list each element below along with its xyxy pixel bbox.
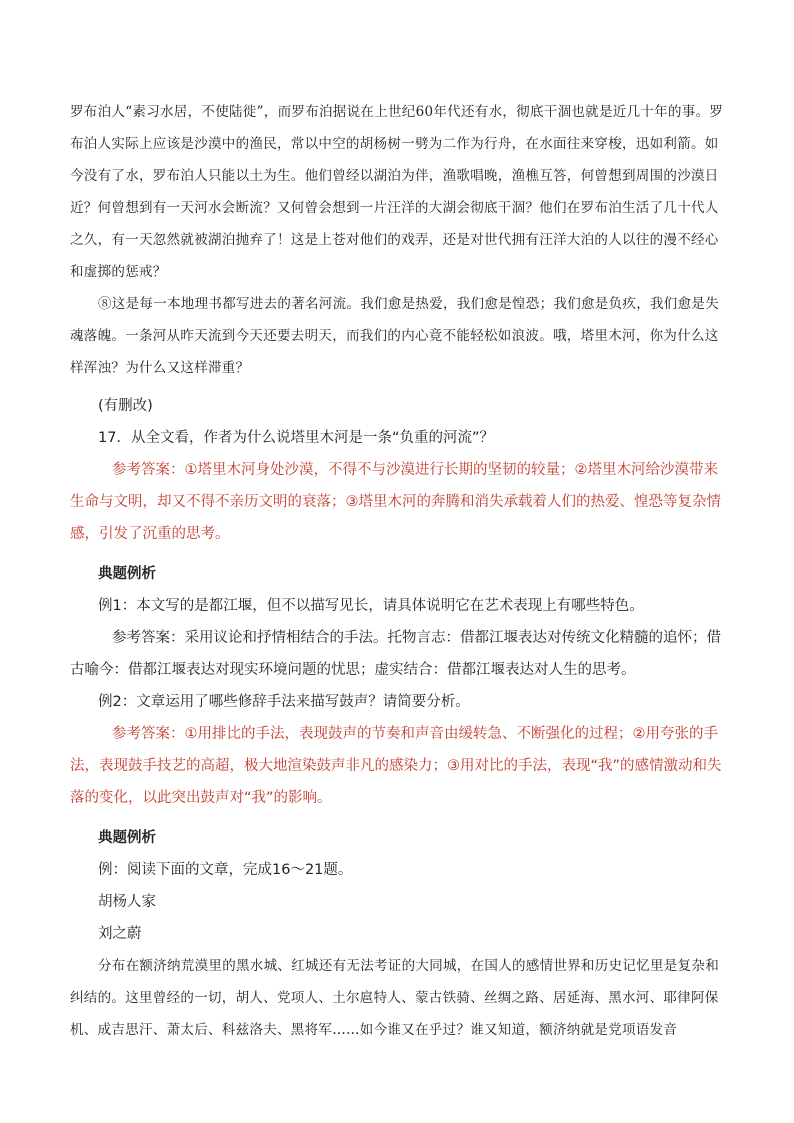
answer-label: 参考答案： bbox=[112, 726, 185, 742]
example-2-question: 例2：文章运用了哪些修辞手法来描写鼓声？请简要分析。 bbox=[98, 694, 470, 710]
answer-label: 参考答案： bbox=[112, 462, 185, 478]
section-heading: 典题例析 bbox=[98, 830, 156, 846]
article-author: 刘之蔚 bbox=[98, 926, 142, 942]
section-heading: 典题例析 bbox=[98, 566, 156, 582]
example-2-answer bbox=[70, 718, 730, 814]
article-paragraph: 分布在额济纳荒漠里的黑水城、红城还有无法考证的大同城，在国人的感情世界和历史记忆里是复杂和纠结的。这里曾经的一切，胡人、党项人、土尔扈特人、蒙古铁骑、丝绸之路、居延海、黑水河、耶律阿保机、成吉思汗、萧太后、科兹洛夫、黑将军……如今谁又在乎过？谁又知道，额济纳就是党项语发音 bbox=[70, 958, 719, 1038]
document-page bbox=[70, 96, 730, 1046]
question-17: 17．从全文看，作者为什么说塔里木河是一条“负重的河流”？ bbox=[98, 430, 494, 446]
example-1-answer: 参考答案：采用议论和抒情相结合的手法。托物言志：借都江堰表达对传统文化精髓的追怀；借古喻今：借都江堰表达对现实环境问题的忧思；虚实结合：借都江堰表达对人生的思考。 bbox=[70, 630, 721, 678]
answer-text: ①塔里木河身处沙漠，不得不与沙漠进行长期的坚韧的较量；②塔里木河给沙漠带来生命与文明，却又不得不亲历文明的衰落；③塔里木河的奔腾和消失承载着人们的热爱、惶恐等复杂情感，引发了沉重的思考。 bbox=[70, 462, 721, 542]
article-title: 胡杨人家 bbox=[98, 894, 156, 910]
reading-intro: 例：阅读下面的文章，完成16～21题。 bbox=[98, 862, 353, 878]
passage-paragraph-8: ⑧这是每一本地理书都写进去的著名河流。我们愈是热爱，我们愈是惶恐；我们愈是负疚，我们愈是失魂落魄。一条河从昨天流到今天还要去明天，而我们的内心竟不能轻松如浪波。哦，塔里木河，你为什么这样浑浊？为什么又这样滞重？ bbox=[70, 296, 719, 376]
source-note: (有删改) bbox=[98, 398, 153, 414]
example-1-question: 例1：本文写的是都江堰，但不以描写见长，请具体说明它在艺术表现上有哪些特色。 bbox=[98, 598, 644, 614]
passage-paragraph: 罗布泊人“素习水居，不使陆徙”，而罗布泊据说在上世纪60年代还有水，彻底干涸也就是近几十年的事。罗布泊人实际上应该是沙漠中的渔民，常以中空的胡杨树一劈为二作为行舟，在水面往来穿梭，迅如利箭。如今没有了水，罗布泊人只能以土为生。他们曾经以湖泊为伴，渔歌唱晚，渔樵互答，何曾想到周围的沙漠日近？何曾想到有一天河水会断流？又何曾会想到一片汪洋的大湖会彻底干涸？他们在罗布泊生活了几十代人之久，有一天忽然就被湖泊抛弃了！这是上苍对他们的戏弄，还是对世代拥有汪洋大泊的人以往的漫不经心和虚掷的惩戒？ bbox=[70, 104, 724, 280]
answer-text: ①用排比的手法，表现鼓声的节奏和声音由缓转急、不断强化的过程；②用夸张的手法，表现鼓手技艺的高超，极大地渲染鼓声非凡的感染力；③用对比的手法，表现“我”的感情激动和失落的变化，以此突出鼓声对“我”的影响。 bbox=[70, 726, 722, 806]
answer-17 bbox=[70, 454, 730, 550]
